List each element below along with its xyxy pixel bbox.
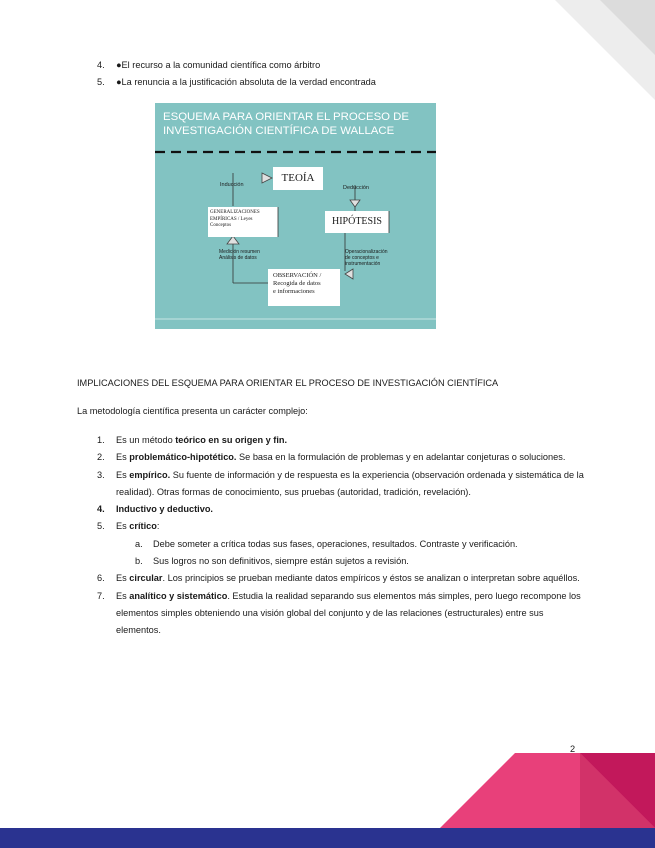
wallace-diagram (155, 103, 436, 329)
list-item: 1. Es un método teórico en su origen y fin. (97, 435, 288, 445)
medicion-label: Medición resumen Análisis de datos (219, 249, 260, 261)
list-item: 5. Es crítico: (97, 521, 160, 532)
arrow-up-icon (227, 236, 239, 244)
characteristics-list (0, 432, 586, 640)
page-number: 2 (570, 744, 576, 754)
sub-list-item: b. Sus logros no son definitivos, siempre están sujetos a revisión. (135, 556, 409, 567)
operacionalizacion-label: Operacionalización de conceptos e instrumentación (345, 249, 388, 267)
list-item: 7. Es analítico y sistemático. Estudia la realidad separando sus elementos más simples, pero luego recompone los elementos simples obteniendo una visión global del conjunto y de las relaciones (estructurales) entre sus elementos. (97, 590, 581, 636)
observacion-box: OBSERVACIÓN / Recogida de datos e informaciones (273, 272, 322, 295)
intro-text: La metodología científica presenta un carácter complejo: (77, 406, 308, 416)
hipotesis-box: HIPÓTESIS (331, 216, 382, 227)
arrow-down-icon (350, 200, 360, 207)
footer-bar (0, 828, 655, 848)
list-item: 5. ●La renuncia a la justificación absoluta de la verdad encontrada (97, 77, 376, 88)
deduccion-label: Deducción (343, 185, 369, 191)
list-item: 4. Inductivo y deductivo. (97, 504, 213, 515)
list-item: 4. ●El recurso a la comunidad científica como árbitro (97, 60, 321, 70)
section-heading: IMPLICACIONES DEL ESQUEMA PARA ORIENTAR EL PROCESO DE INVESTIGACIÓN CIENTÍFICA (77, 378, 499, 388)
sub-list-item: a. Debe someter a crítica todas sus fases, operaciones, resultados. Contraste y verificación. (135, 538, 518, 549)
list-item: 3. Es empírico. Su fuente de información y de respuesta es la experiencia (observación ordenada y sistemática de la realidad). Otras formas de conocimiento, sus pruebas (autoridad, tradición, revelación). (97, 469, 584, 497)
top-list (0, 57, 586, 92)
arrow-right-icon (262, 173, 272, 183)
arrow-left-icon (345, 269, 353, 279)
list-item: 2. Es problemático-hipotético. Se basa en la formulación de problemas y en adelantar conjeturas o soluciones. (97, 452, 566, 463)
diagram-title: ESQUEMA PARA ORIENTAR EL PROCESO DE INVESTIGACIÓN CIENTÍFICA DE WALLACE (163, 111, 410, 137)
teoria-box: TEOÍA (281, 172, 315, 184)
generalizaciones-box: GENERALIZACIONES EMPÍRICAS / Leyes Conceptos (210, 210, 260, 228)
list-item: 6. Es circular. Los principios se prueban mediante datos empíricos y éstos se analizan o interpretan sobre aquéllos. (97, 573, 580, 584)
induccion-label: Inducción (220, 182, 244, 188)
corner-decoration-bottom (440, 753, 655, 828)
